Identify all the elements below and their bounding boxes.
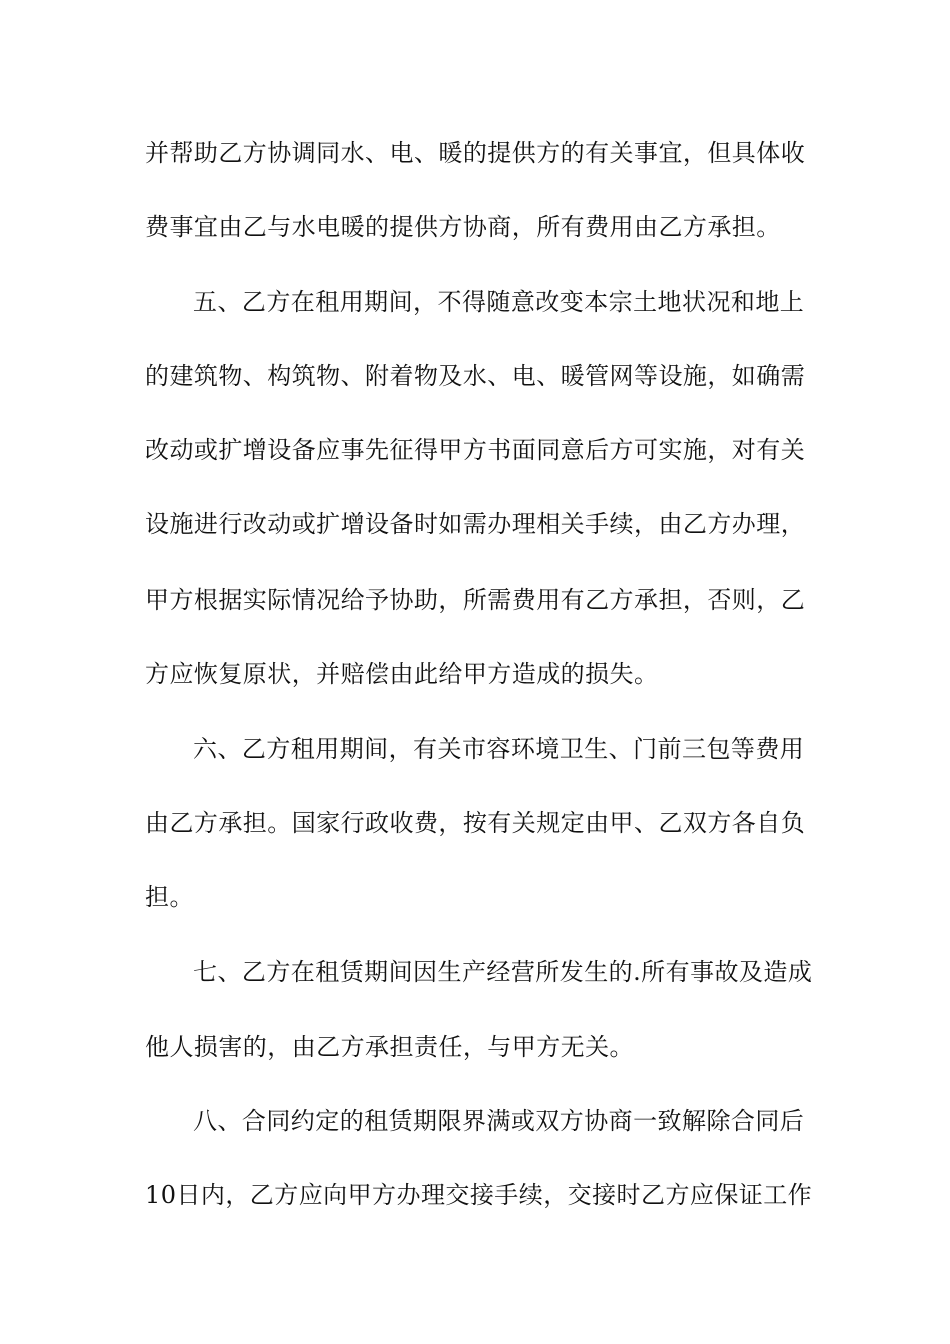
text-line: 改动或扩增设备应事先征得甲方书面同意后方可实施，对有关 bbox=[145, 436, 806, 464]
paragraph-8-start: 八、合同约定的租赁期限界满或双方协商一致解除合同后 bbox=[193, 1107, 805, 1135]
text-line: 设施进行改动或扩增设备时如需办理相关手续，由乙方办理， bbox=[145, 510, 806, 538]
paragraph-7-start: 七、乙方在租赁期间因生产经营所发生的.所有事故及造成 bbox=[193, 958, 813, 986]
text-line: 甲方根据实际情况给予协助，所需费用有乙方承担，否则，乙 bbox=[145, 586, 806, 614]
text-line: 并帮助乙方协调同水、电、暖的提供方的有关事宜，但具体收 bbox=[145, 139, 806, 167]
paragraph-5-start: 五、乙方在租用期间，不得随意改变本宗土地状况和地上 bbox=[193, 288, 805, 316]
text-line: 担。 bbox=[145, 883, 194, 911]
text-line: 10日内，乙方应向甲方办理交接手续，交接时乙方应保证工作 bbox=[145, 1181, 813, 1209]
text-line: 由乙方承担。国家行政收费，按有关规定由甲、乙双方各自负 bbox=[145, 809, 806, 837]
paragraph-6-start: 六、乙方租用期间，有关市容环境卫生、门前三包等费用 bbox=[193, 735, 805, 763]
text-line: 方应恢复原状，并赔偿由此给甲方造成的损失。 bbox=[145, 660, 659, 688]
text-line: 的建筑物、构筑物、附着物及水、电、暖管网等设施，如确需 bbox=[145, 362, 806, 390]
text-line: 他人损害的，由乙方承担责任，与甲方无关。 bbox=[145, 1033, 634, 1061]
text-line: 费事宜由乙与水电暖的提供方协商，所有费用由乙方承担。 bbox=[145, 213, 781, 241]
